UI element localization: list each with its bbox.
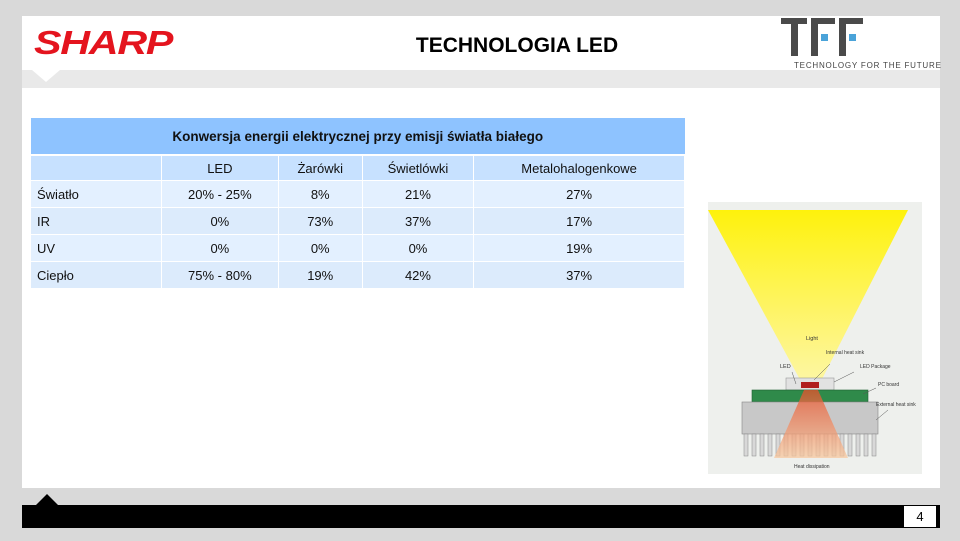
column-header: Świetlówki (362, 155, 473, 181)
table-cell: 73% (278, 208, 362, 235)
label-led: LED (780, 364, 791, 370)
label-pc-board: PC board (878, 382, 900, 388)
column-header: LED (162, 155, 279, 181)
table-row (31, 262, 685, 289)
energy-conversion-table (31, 118, 685, 288)
table-cell: 0% (162, 235, 279, 262)
table-cell: 37% (474, 262, 685, 289)
table-cell: 27% (474, 181, 685, 208)
table-row (31, 208, 685, 235)
table-cell: 0% (362, 235, 473, 262)
tff-logo-mark (781, 18, 881, 58)
table-cell: 0% (278, 235, 362, 262)
table-cell: 8% (278, 181, 362, 208)
footer-bar (22, 505, 940, 528)
column-header (31, 155, 162, 181)
table-cell: 20% - 25% (162, 181, 279, 208)
column-header: Żarówki (278, 155, 362, 181)
row-label: Ciepło (31, 262, 162, 289)
led-heat-diagram (708, 202, 922, 474)
row-label: IR (31, 208, 162, 235)
table-row (31, 181, 685, 208)
header-band (22, 70, 940, 88)
table-row (31, 235, 685, 262)
table-cell: 17% (474, 208, 685, 235)
row-label: UV (31, 235, 162, 262)
led-chip (801, 382, 819, 388)
table-cell: 19% (278, 262, 362, 289)
table-cell: 0% (162, 208, 279, 235)
label-internal-heat-sink: Internal heat sink (826, 350, 865, 356)
table-cell: 37% (362, 208, 473, 235)
table-cell: 42% (362, 262, 473, 289)
label-heat-dissipation: Heat dissipation (794, 464, 830, 470)
table-cell: 19% (474, 235, 685, 262)
header-notch (32, 70, 60, 82)
column-header: Metalohalogenkowe (474, 155, 685, 181)
tff-logo (777, 16, 942, 72)
label-light: Light (806, 336, 818, 342)
label-led-package: LED Package (860, 364, 891, 370)
row-label: Światło (31, 181, 162, 208)
sharp-logo: SHARP (34, 24, 173, 61)
slide (22, 16, 940, 488)
page-title: TECHNOLOGIA LED (415, 34, 619, 57)
led-diagram-svg (708, 202, 922, 474)
slide-header (22, 16, 940, 72)
table-cell: 21% (362, 181, 473, 208)
tff-tagline: TECHNOLOGY FOR THE FUTURE (794, 61, 942, 70)
light-beam (708, 210, 908, 387)
footer-marker (36, 494, 58, 505)
table-header-row (31, 155, 685, 181)
table-cell: 75% - 80% (162, 262, 279, 289)
page-number: 4 (916, 509, 924, 524)
table-caption: Konwersja energii elektrycznej przy emisji światła białego (31, 118, 685, 155)
label-external-heat-sink: External heat sink (876, 402, 916, 408)
